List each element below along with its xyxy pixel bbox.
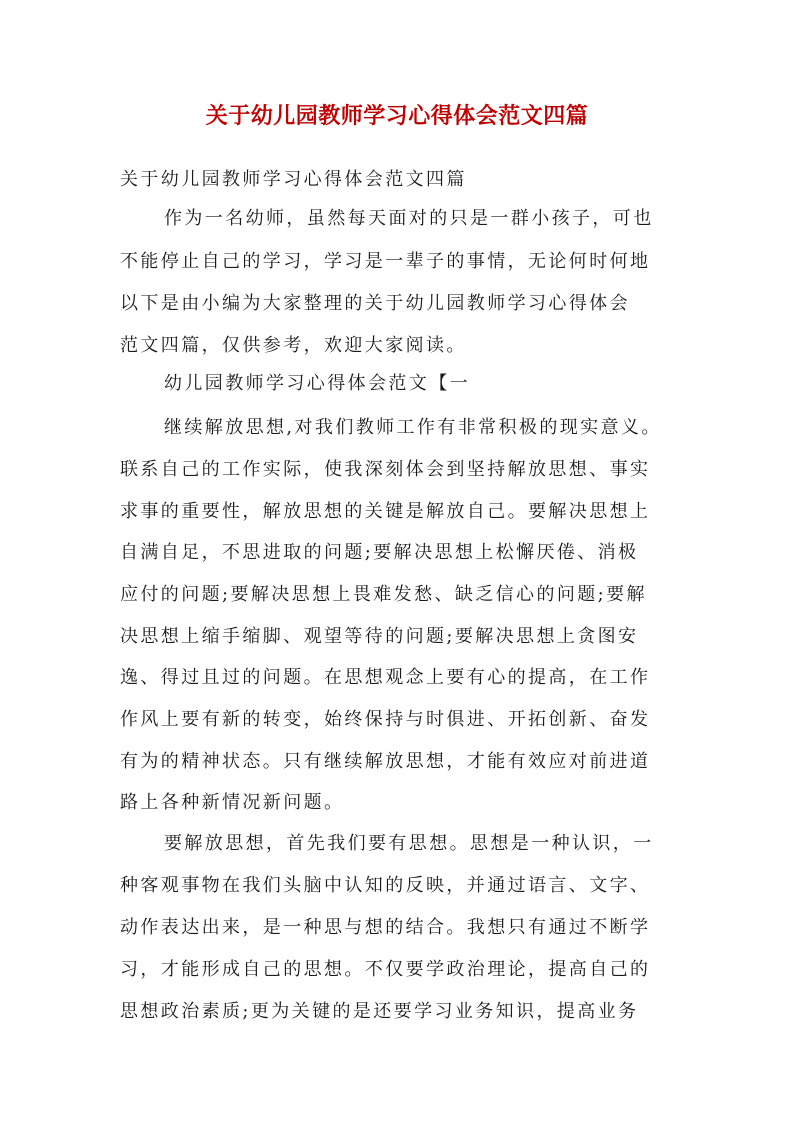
body-line: 思想政治素质;更为关键的是还要学习业务知识，提高业务 (120, 1001, 639, 1022)
body-line: 作为一名幼师，虽然每天面对的只是一群小孩子，可也 (164, 208, 654, 229)
body-line: 以下是由小编为大家整理的关于幼儿园教师学习心得体会 (120, 293, 630, 314)
body-line: 关于幼儿园教师学习心得体会范文四篇 (120, 169, 467, 190)
body-line: 习，才能形成自己的思想。不仅要学政治理论，提高自己的 (120, 959, 651, 980)
body-line: 求事的重要性，解放思想的关键是解放自己。要解决思想上 (120, 501, 651, 522)
body-line: 范文四篇，仅供参考，欢迎大家阅读。 (120, 335, 467, 356)
body-line: 自满自足，不思进取的问题;要解决思想上松懈厌倦、消极 (120, 542, 639, 563)
body-line: 有为的精神状态。只有继续解放思想，才能有效应对前进道 (120, 751, 651, 772)
section-heading: 幼儿园教师学习心得体会范文【一 (164, 373, 470, 394)
body-line: 动作表达出来，是一种思与想的结合。我想只有通过不断学 (120, 917, 651, 938)
body-line: 应付的问题;要解决思想上畏难发愁、缺乏信心的问题;要解 (120, 584, 647, 605)
body-line: 联系自己的工作实际，使我深刻体会到坚持解放思想、事实 (120, 459, 651, 480)
body-line: 继续解放思想,对我们教师工作有非常积极的现实意义。 (164, 417, 662, 438)
body-line: 作风上要有新的转变，始终保持与时俱进、开拓创新、奋发 (120, 709, 651, 730)
body-line: 不能停止自己的学习，学习是一辈子的事情，无论何时何地 (120, 251, 651, 272)
body-line: 路上各种新情况新问题。 (120, 792, 345, 813)
body-line: 逸、得过且过的问题。在思想观念上要有心的提高，在工作 (120, 667, 651, 688)
body-line: 决思想上缩手缩脚、观望等待的问题;要解决思想上贪图安 (120, 626, 639, 647)
body-line: 要解放思想，首先我们要有思想。思想是一种认识，一 (164, 833, 654, 854)
body-line: 种客观事物在我们头脑中认知的反映，并通过语言、文字、 (120, 875, 651, 896)
document-title: 关于幼儿园教师学习心得体会范文四篇 (205, 103, 589, 129)
